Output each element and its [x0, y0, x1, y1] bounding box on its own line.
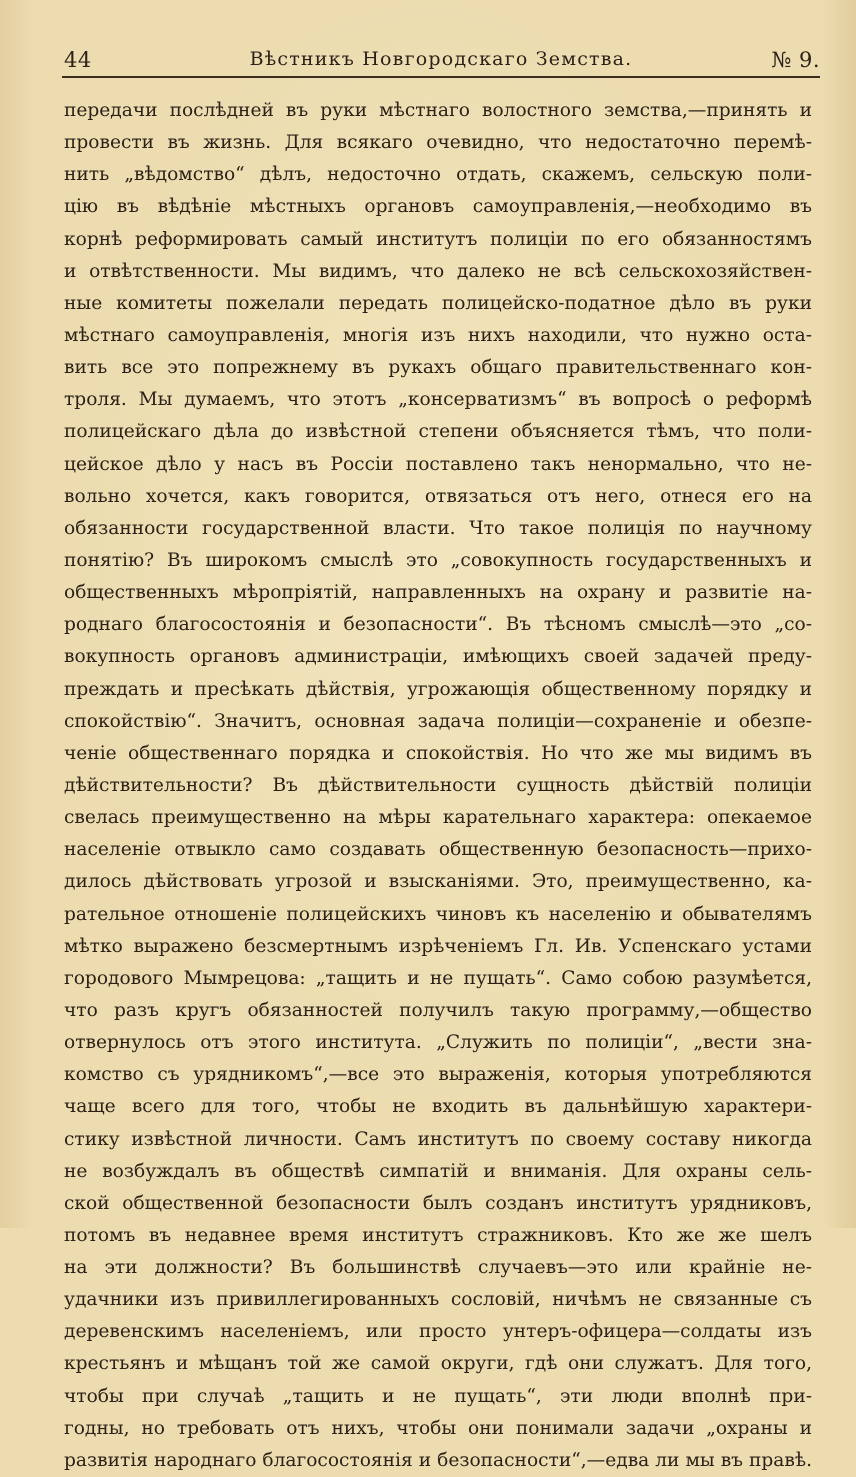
page-number: 44	[64, 48, 92, 72]
text-line: развитія народнаго благосостоянія и безопасности“,—едва ли мы въ правѣ.	[64, 1449, 812, 1471]
text-line: ные комитеты пожелали передать полицейско-податное дѣло въ руки	[64, 292, 812, 314]
text-line: ской общественной безопасности былъ созданъ институтъ урядниковъ,	[64, 1192, 812, 1214]
text-line: чаще всего для того, чтобы не входить въ дальнѣйшую характери-	[64, 1096, 812, 1118]
text-line: обязанности государственной власти. Что такое полиція по научному	[64, 517, 812, 539]
text-line: передачи послѣдней въ руки мѣстнаго волостного земства,—принять и	[64, 100, 812, 121]
text-line: отвернулось отъ этого института. „Служить по полиціи“, „вести зна-	[64, 1032, 812, 1054]
text-line: нить „вѣдомство“ дѣлъ, недосточно отдать, скажемъ, сельскую поли-	[64, 164, 812, 186]
text-line: мѣтко выражено безсмертнымъ изрѣченіемъ Гл. Ив. Успенскаго устами	[64, 935, 812, 957]
text-line: мѣстнаго самоуправленія, многія изъ нихъ находили, что нужно оста-	[64, 324, 812, 346]
text-line: понятію? Въ широкомъ смыслѣ это „совокупность государственныхъ и	[64, 549, 812, 571]
text-line: корнѣ реформировать самый институтъ полиціи по его обязанностямъ	[64, 228, 812, 250]
text-line: вокупность органовъ администраціи, имѣющихъ своей задачей преду-	[64, 646, 812, 668]
text-line: годны, но требовать отъ нихъ, чтобы они понимали задачи „охраны и	[64, 1417, 812, 1439]
body-text	[64, 95, 812, 1477]
text-line: полицейскаго дѣла до извѣстной степени объясняется тѣмъ, что поли-	[64, 421, 812, 443]
text-line: ченіе общественнаго порядка и спокойствія. Но что же мы видимъ въ	[64, 742, 812, 764]
text-line: населеніе отвыкло само создавать общественную безопасность—прихо-	[64, 839, 812, 861]
text-line: потомъ въ недавнее время институтъ стражниковъ. Кто же же шелъ	[64, 1224, 812, 1246]
text-line: крестьянъ и мѣщанъ той же самой округи, гдѣ они служатъ. Для того,	[64, 1353, 812, 1375]
text-line: общественныхъ мѣропріятій, направленныхъ на охрану и развитіе на-	[64, 582, 812, 604]
text-line: вить все это попрежнему въ рукахъ общаго правительственнаго кон-	[64, 357, 812, 379]
text-line: цейское дѣло у насъ въ Россіи поставлено такъ ненормально, что не-	[64, 453, 812, 475]
text-line: роднаго благосостоянія и безопасности“. Въ тѣсномъ смыслѣ—это „со-	[64, 614, 812, 636]
text-line: дѣйствительности? Въ дѣйствительности сущность дѣйствій полиціи	[64, 774, 812, 796]
issue-number: № 9.	[771, 48, 820, 72]
text-line: на эти должности? Въ большинствѣ случаевъ—это или крайніе не-	[64, 1257, 812, 1279]
text-line: деревенскимъ населеніемъ, или просто унтеръ-офицера—солдаты изъ	[64, 1321, 812, 1343]
text-line: свелась преимущественно на мѣры карательнаго характера: опекаемое	[64, 807, 812, 829]
text-line: преждать и пресѣкать дѣйствія, угрожающія общественному порядку и	[64, 678, 812, 700]
text-line: городового Мымрецова: „тащить и не пущать“. Само собою разумѣется,	[64, 967, 812, 989]
text-line: дилось дѣйствовать угрозой и взысканіями. Это, преимущественно, ка-	[64, 871, 812, 893]
text-line: троля. Мы думаемъ, что этотъ „консерватизмъ“ въ вопросѣ о реформѣ	[64, 389, 812, 411]
text-line: комство съ урядникомъ“,—все это выраженія, которыя употребляются	[64, 1064, 812, 1086]
text-line: спокойствію“. Значитъ, основная задача полиціи—сохраненіе и обезпе-	[64, 710, 812, 732]
text-line: и отвѣтственности. Мы видимъ, что далеко не всѣ сельскохозяйствен-	[64, 260, 812, 282]
text-line: что разъ кругъ обязанностей получилъ такую программу,—общество	[64, 999, 812, 1021]
text-line: не возбуждалъ въ обществѣ симпатій и вниманія. Для охраны сель-	[64, 1160, 812, 1182]
header-rule	[62, 76, 820, 78]
text-line: рательное отношеніе полицейскихъ чиновъ къ населенію и обывателямъ	[64, 903, 812, 925]
text-line: удачники изъ привиллегированныхъ сословій, ничѣмъ не связанные съ	[64, 1289, 812, 1311]
running-header	[62, 44, 820, 78]
journal-title: Вѣстникъ Новгородскаго Земства.	[249, 48, 633, 70]
text-line: чтобы при случаѣ „тащить и не пущать“, эти люди вполнѣ при-	[64, 1385, 812, 1407]
text-line: стику извѣстной личности. Самъ институтъ по своему составу никогда	[64, 1128, 812, 1150]
text-line: провести въ жизнь. Для всякаго очевидно, что недостаточно перемѣ-	[64, 132, 812, 154]
text-line: вольно хочется, какъ говорится, отвязаться отъ него, отнеся его на	[64, 485, 812, 507]
text-line: цію въ вѣдѣніе мѣстныхъ органовъ самоуправленія,—необходимо въ	[64, 196, 812, 218]
